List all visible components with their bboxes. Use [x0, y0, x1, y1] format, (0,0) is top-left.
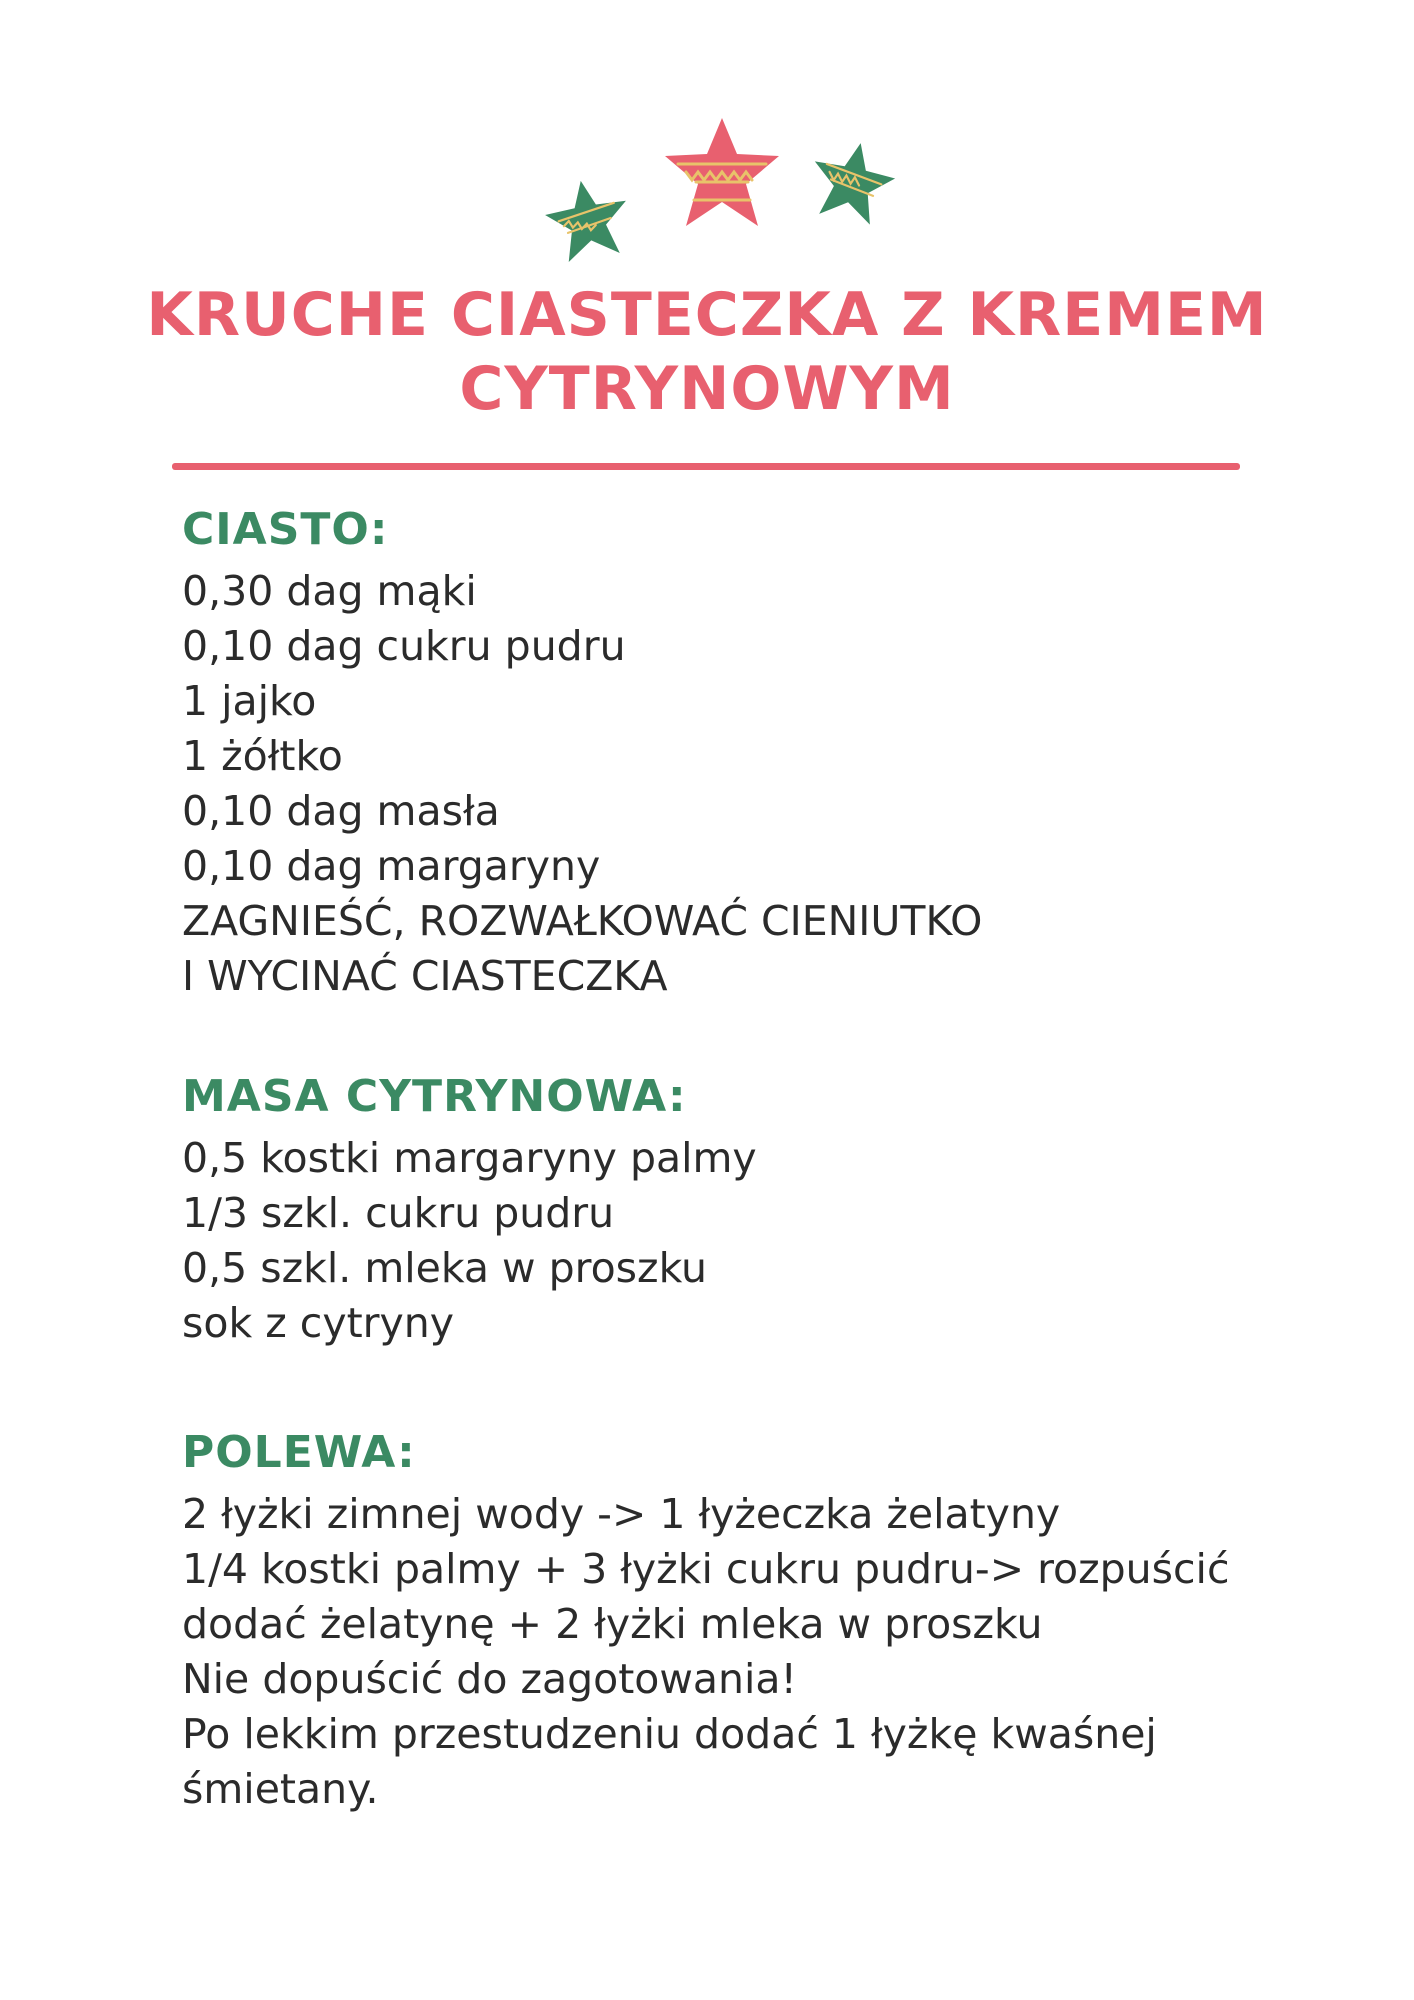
ingredient-line: 1/3 szkl. cukru pudru: [182, 1189, 615, 1237]
instruction-line: 2 łyżki zimnej wody -> 1 łyżeczka żelatyny: [182, 1490, 1061, 1538]
ingredient-line: 1 jajko: [182, 677, 317, 725]
section-heading: POLEWA:: [182, 1427, 416, 1478]
section-masa-cytrynowa: [182, 1067, 757, 1351]
section-polewa: [182, 1423, 1229, 1817]
instruction-line: 1/4 kostki palmy + 3 łyżki cukru pudru-> rozpuścić: [182, 1545, 1230, 1593]
ingredient-line: sok z cytryny: [182, 1299, 455, 1347]
instruction-line: Nie dopuścić do zagotowania!: [182, 1655, 797, 1703]
stars-decoration: [0, 0, 1414, 280]
instruction-line: I WYCINAĆ CIASTECZKA: [182, 952, 668, 1000]
ingredient-line: 0,10 dag cukru pudru: [182, 622, 626, 670]
instruction-line: dodać żelatynę + 2 łyżki mleka w proszku: [182, 1600, 1043, 1648]
star-icon: [665, 118, 779, 226]
title-divider: [172, 463, 1240, 470]
ingredient-line: 1 żółtko: [182, 732, 343, 780]
title-line-1: KRUCHE CIASTECZKA Z KREMEM: [146, 280, 1268, 350]
recipe-title: [120, 278, 1294, 426]
section-heading: MASA CYTRYNOWA:: [182, 1071, 687, 1122]
ingredient-line: 0,10 dag masła: [182, 787, 500, 835]
star-icon: [540, 174, 634, 265]
instruction-line: Po lekkim przestudzeniu dodać 1 łyżkę kwaśnej: [182, 1710, 1157, 1758]
ingredient-line: 0,30 dag mąki: [182, 567, 477, 615]
instruction-line: ZAGNIEŚĆ, ROZWAŁKOWAĆ CIENIUTKO: [182, 897, 983, 945]
instruction-line: śmietany.: [182, 1765, 379, 1813]
ingredient-line: 0,5 kostki margaryny palmy: [182, 1134, 757, 1182]
title-line-2: CYTRYNOWYM: [459, 354, 955, 424]
ingredient-line: 0,5 szkl. mleka w proszku: [182, 1244, 708, 1292]
section-ciasto: [182, 500, 982, 1004]
star-icon: [804, 135, 900, 228]
ingredient-line: 0,10 dag margaryny: [182, 842, 601, 890]
section-heading: CIASTO:: [182, 504, 389, 555]
